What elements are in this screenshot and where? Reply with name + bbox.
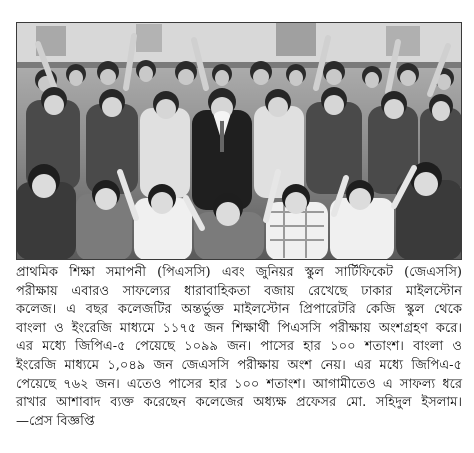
caption-line-8: রাখার আশাবাদ ব্যক্ত করেছেন কলেজের অধ্যক্ষ প্রফেসর মো. সহিদুল ইসলাম। (16, 395, 462, 411)
previous-article-cutoff (0, 0, 474, 20)
caption-line-4: বাংলা ও ইংরেজি মাধ্যমে ১১৭৫ জন শিক্ষার্থী পিএসসি পরীক্ষায় অংশগ্রহণ করে। (16, 320, 462, 336)
caption-line-3: কলেজ। এ বছর কলেজটির অন্তর্ভুক্ত মাইলস্টোন প্রিপারেটরি কেজি স্কুল থেকে (16, 302, 462, 318)
caption-line-1: প্রাথমিক শিক্ষা সমাপনী (পিএসসি) এবং জুনিয়র স্কুল সার্টিফিকেট (জেএসসি) (16, 265, 462, 280)
photo-caption (16, 264, 462, 431)
caption-line-2: পরীক্ষায় এবারও সাফল্যের ধারাবাহিকতা বজায় রেখেছে ঢাকার মাইলস্টোন (16, 283, 462, 299)
caption-line-6: ইংরেজি মাধ্যমে ১,০৪৯ জন জেএসসি পরীক্ষায় অংশ নেয়। এর মধ্যে জিপিএ-৫ (16, 357, 462, 373)
caption-line-5: এর মধ্যে জিপিএ-৫ পেয়েছে ১০৯৯ জন। পাসের হার ১০০ শতাংশ। বাংলা ও (16, 339, 462, 355)
caption-line-7: পেয়েছে ৭৬২ জন। এতেও পাসের হার ১০০ শতাংশ। আগামীতেও এ সাফল্য ধরে (16, 376, 462, 392)
group-photo-drawing (16, 22, 462, 260)
group-photo (16, 22, 462, 260)
caption-credit: —প্রেস বিজ্ঞপ্তি (16, 413, 95, 429)
